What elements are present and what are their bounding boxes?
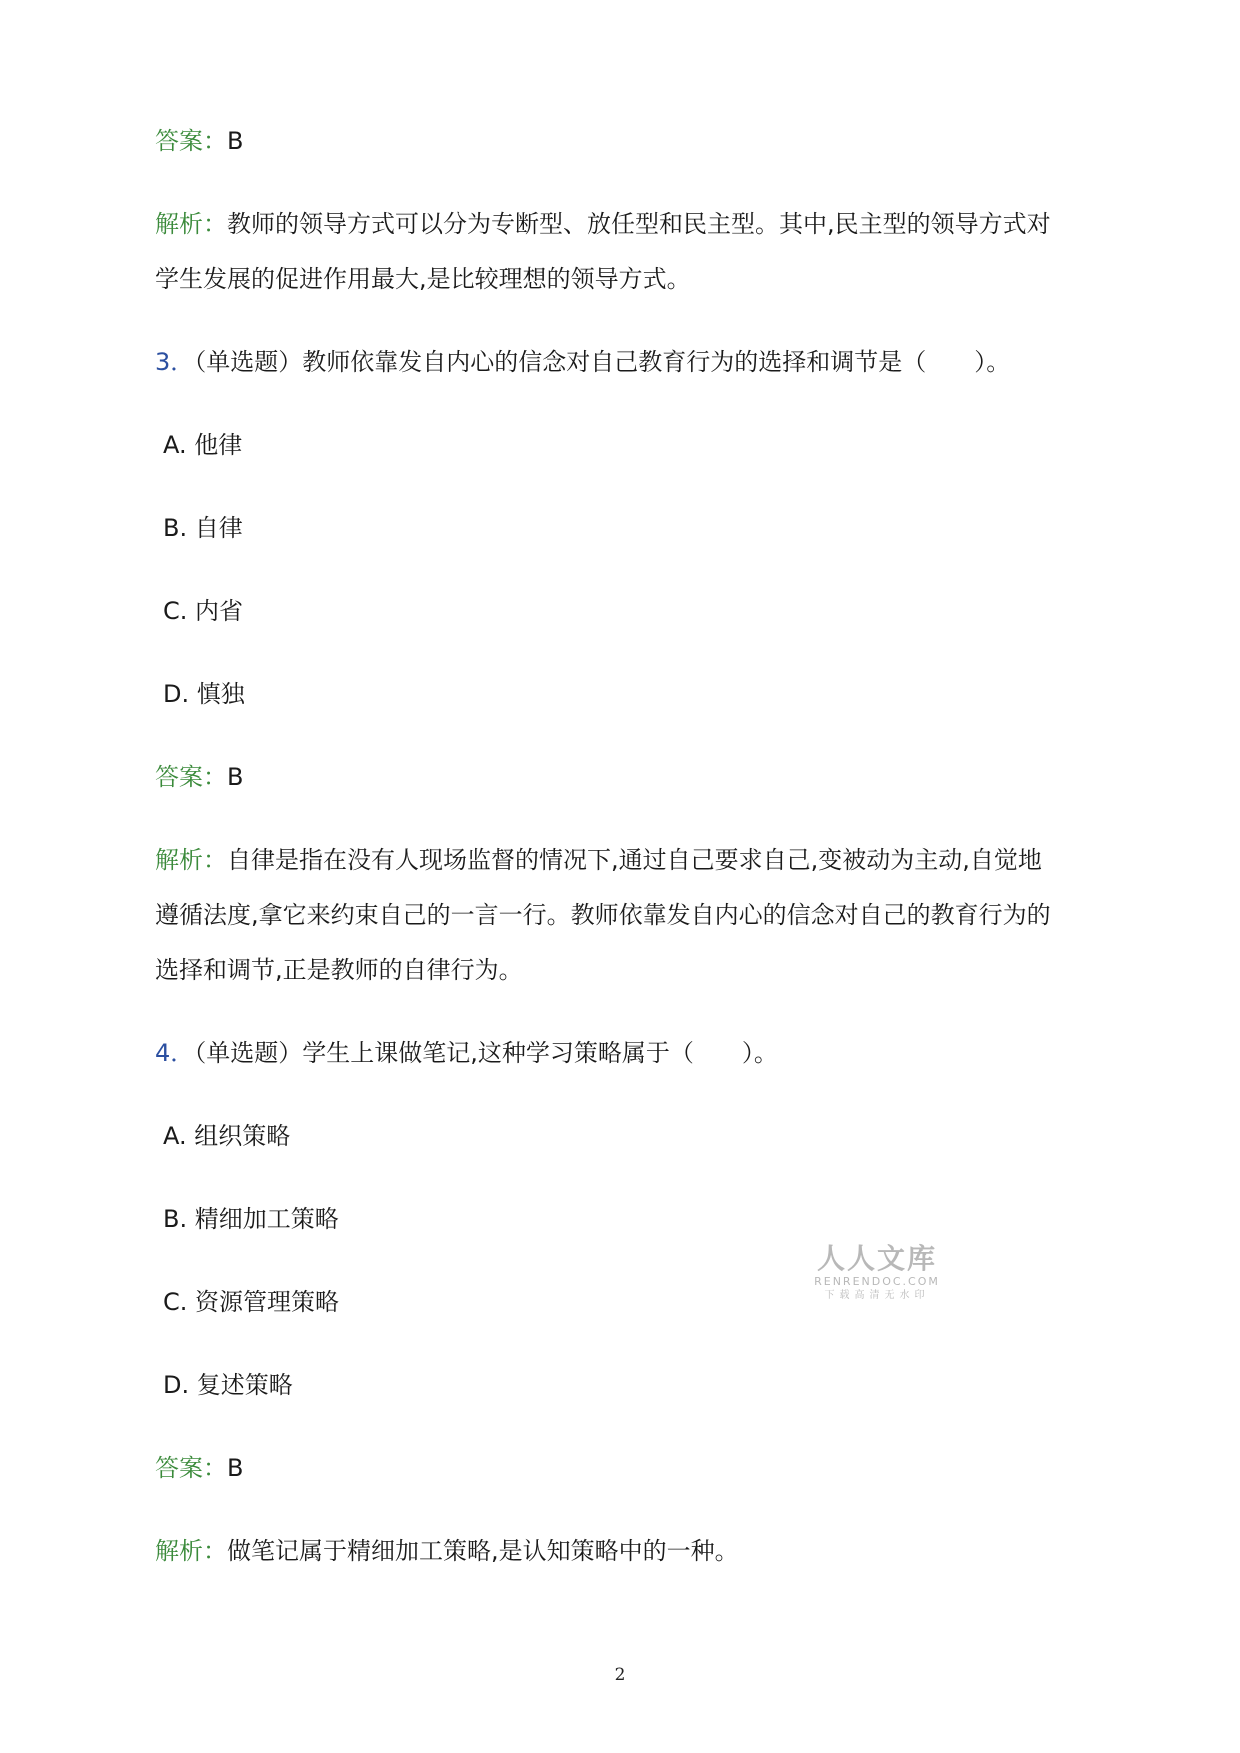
answer-row-q2 — [155, 125, 243, 157]
analysis-row-q4 — [155, 1535, 739, 1567]
analysis-label: 解析： — [155, 1537, 227, 1565]
answer-value: B — [227, 127, 244, 155]
question-3-stem-row — [155, 346, 1010, 378]
analysis-label: 解析： — [155, 210, 227, 238]
option-d: D. 复述策略 — [163, 1371, 293, 1399]
answer-value: B — [227, 763, 244, 791]
answer-label: 答案： — [155, 1454, 227, 1482]
analysis-row-q2 — [155, 208, 1051, 240]
answer-label: 答案： — [155, 763, 227, 791]
option-a: A. 组织策略 — [163, 1122, 291, 1150]
page-number: 2 — [614, 1665, 626, 1685]
watermark-logo — [812, 1243, 942, 1303]
option-b: B. 精细加工策略 — [163, 1205, 339, 1233]
question-4-stem-row — [155, 1037, 778, 1069]
option-a: A. 他律 — [163, 431, 243, 459]
answer-value: B — [227, 1454, 244, 1482]
option-c: C. 资源管理策略 — [163, 1288, 340, 1316]
option-d: D. 慎独 — [163, 680, 245, 708]
analysis-text-line: 学生发展的促进作用最大,是比较理想的领导方式。 — [155, 265, 691, 293]
answer-row-q3 — [155, 761, 243, 793]
analysis-text-line: 选择和调节,正是教师的自律行为。 — [155, 956, 523, 984]
analysis-text-line: 遵循法度,拿它来约束自己的一言一行。教师依靠发自内心的信念对自己的教育行为的 — [155, 901, 1051, 929]
analysis-text-line: 教师的领导方式可以分为专断型、放任型和民主型。其中,民主型的领导方式对 — [227, 210, 1051, 238]
question-stem: （单选题）教师依靠发自内心的信念对自己教育行为的选择和调节是（ ）。 — [194, 348, 1011, 376]
analysis-text-line: 自律是指在没有人现场监督的情况下,通过自己要求自己,变被动为主动,自觉地 — [227, 846, 1042, 874]
watermark-title: 人人文库 — [816, 1242, 937, 1275]
watermark-tagline: 下载高清无水印 — [824, 1290, 930, 1301]
question-number: 4． — [155, 1039, 195, 1067]
option-b: B. 自律 — [163, 514, 243, 542]
analysis-row-q3 — [155, 844, 1042, 876]
answer-row-q4 — [155, 1452, 243, 1484]
question-number: 3． — [155, 348, 195, 376]
analysis-label: 解析： — [155, 846, 227, 874]
watermark-domain: RENRENDOC.COM — [814, 1275, 940, 1288]
answer-label: 答案： — [155, 127, 227, 155]
analysis-text-line: 做笔记属于精细加工策略,是认知策略中的一种。 — [227, 1537, 739, 1565]
question-stem: （单选题）学生上课做笔记,这种学习策略属于（ ）。 — [194, 1039, 778, 1067]
option-c: C. 内省 — [163, 597, 244, 625]
